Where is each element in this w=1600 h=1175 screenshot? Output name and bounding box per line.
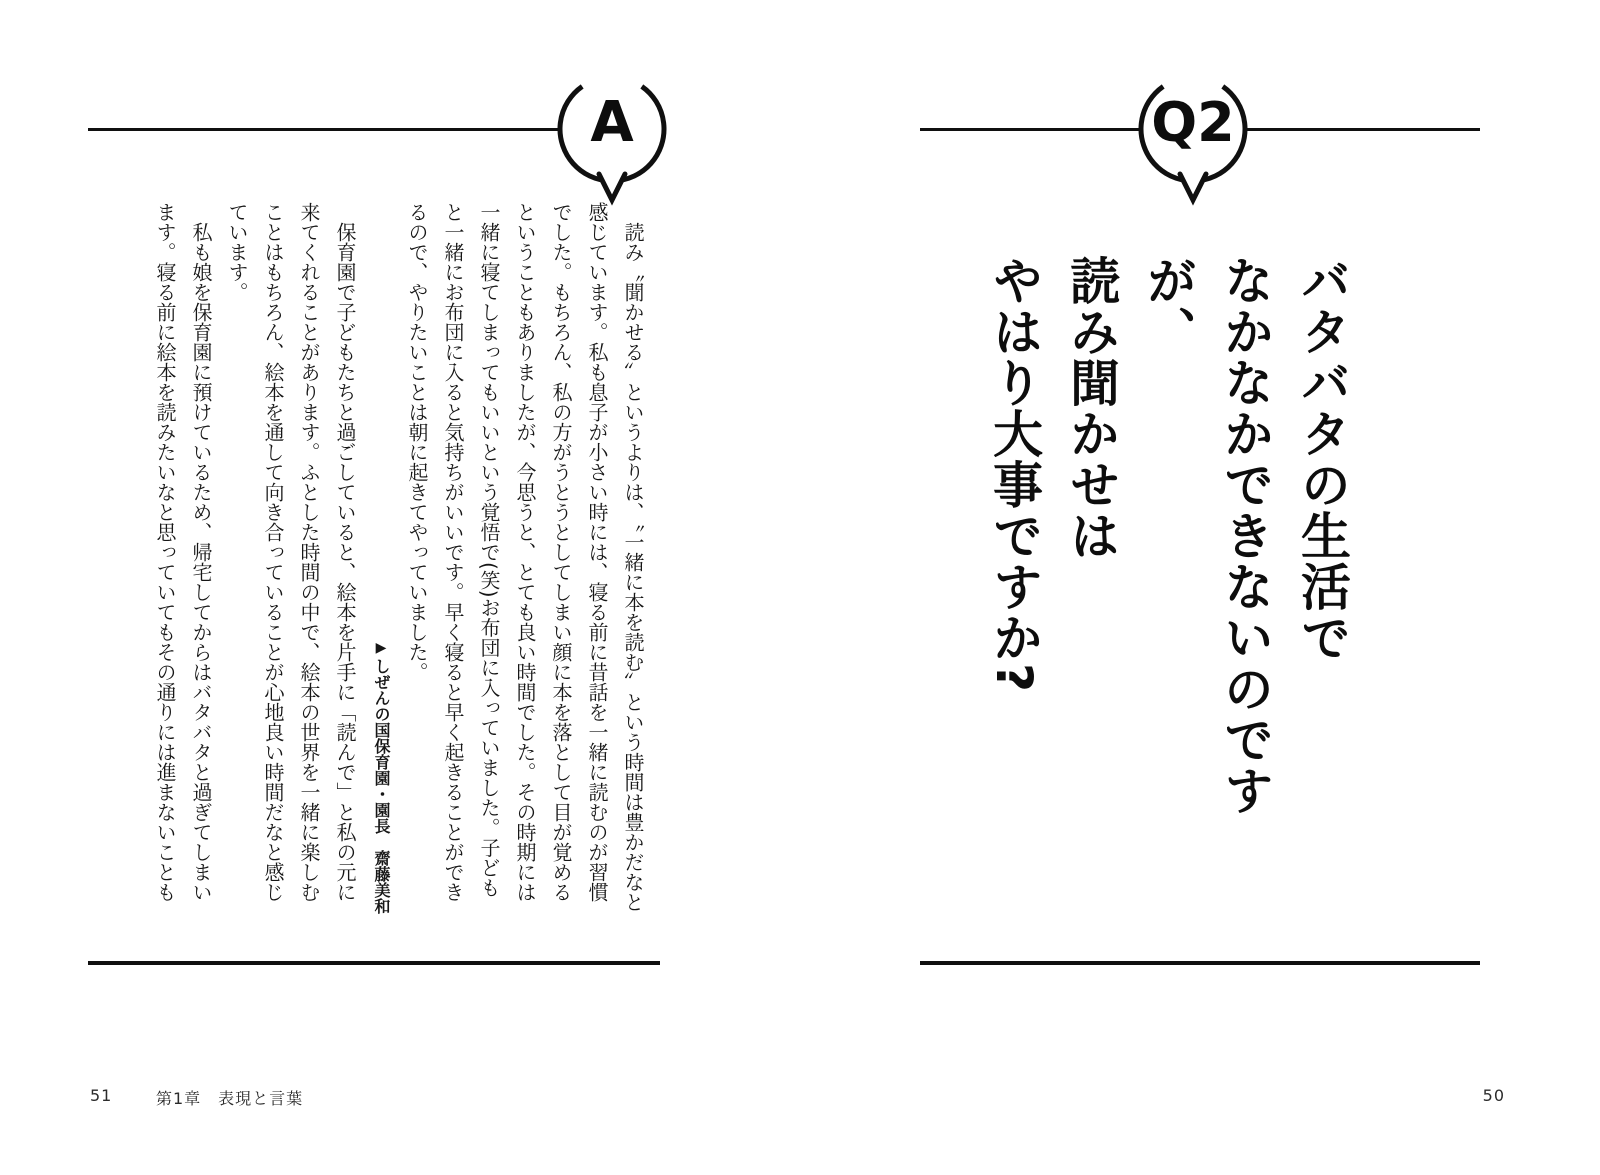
question-bubble-tail — [1180, 174, 1206, 200]
answer-paragraph: 読み〝聞かせる〟というよりは、〝一緒に本を読む〟という時間は豊かだなと感じています。私も息子が小さい時には、寝る前に昔話を一緒に読むのが習慣でした。もちろん、私の方がうとうとしてしまい顔に本を落として目が覚めるということもありましたが、今思うと、とても良い時間でした。その時期には一緒に寝てしまってもいいという覚悟で(笑)お布団に入っていました。子どもと一緒にお布団に入ると気持ちがいいです。早く寝ると早く起きることができるので、やりたいことは朝に起きてやっていました。 — [405, 202, 645, 912]
question-text — [975, 255, 1360, 915]
page-number-right: 50 — [1482, 1086, 1505, 1105]
answer-badge: A — [590, 90, 634, 155]
question-header-rule-left — [920, 128, 1141, 131]
attribution-text: しぜんの国保育園・園長 齋藤美和 — [372, 658, 391, 914]
question-line: なかなかできないのですが、 — [1139, 255, 1274, 816]
question-line: バタバタの生活で — [1293, 255, 1351, 663]
chapter-label: 第1章 表現と言葉 — [156, 1089, 304, 1108]
page-question — [800, 0, 1600, 1175]
attribution-marker-icon: ▶ — [373, 640, 389, 658]
question-footer-rule — [920, 961, 1480, 965]
question-line: 読み聞かせは — [1062, 255, 1120, 561]
answer-header-rule — [88, 128, 560, 131]
answer-bubble-tail — [599, 174, 625, 200]
question-header-rule-right — [1245, 128, 1480, 131]
answer-footer-rule — [88, 961, 660, 965]
page-number-left: 51 — [90, 1086, 113, 1105]
attribution-line — [363, 202, 399, 914]
answer-paragraph: 私も娘を保育園に預けているため、帰宅してからはバタバタと過ぎてしまいます。寝る前に絵本を読みたいなと思っていてもその通りには進まないことも — [153, 202, 213, 902]
answer-bubble — [542, 81, 682, 207]
answer-body — [147, 202, 651, 914]
question-bubble — [1123, 81, 1263, 207]
answer-paragraph: 保育園で子どもたちと過ごしていると、絵本を片手に「読んで」と私の元に来てくれることがあります。ふとした時間の中で、絵本の世界を一緒に楽しむことはもちろん、絵本を通して向き合っていることが心地良い時間だなと感じています。 — [225, 202, 357, 902]
question-badge: Q2 — [1151, 91, 1235, 154]
question-line: やはり大事ですか? — [985, 255, 1043, 694]
